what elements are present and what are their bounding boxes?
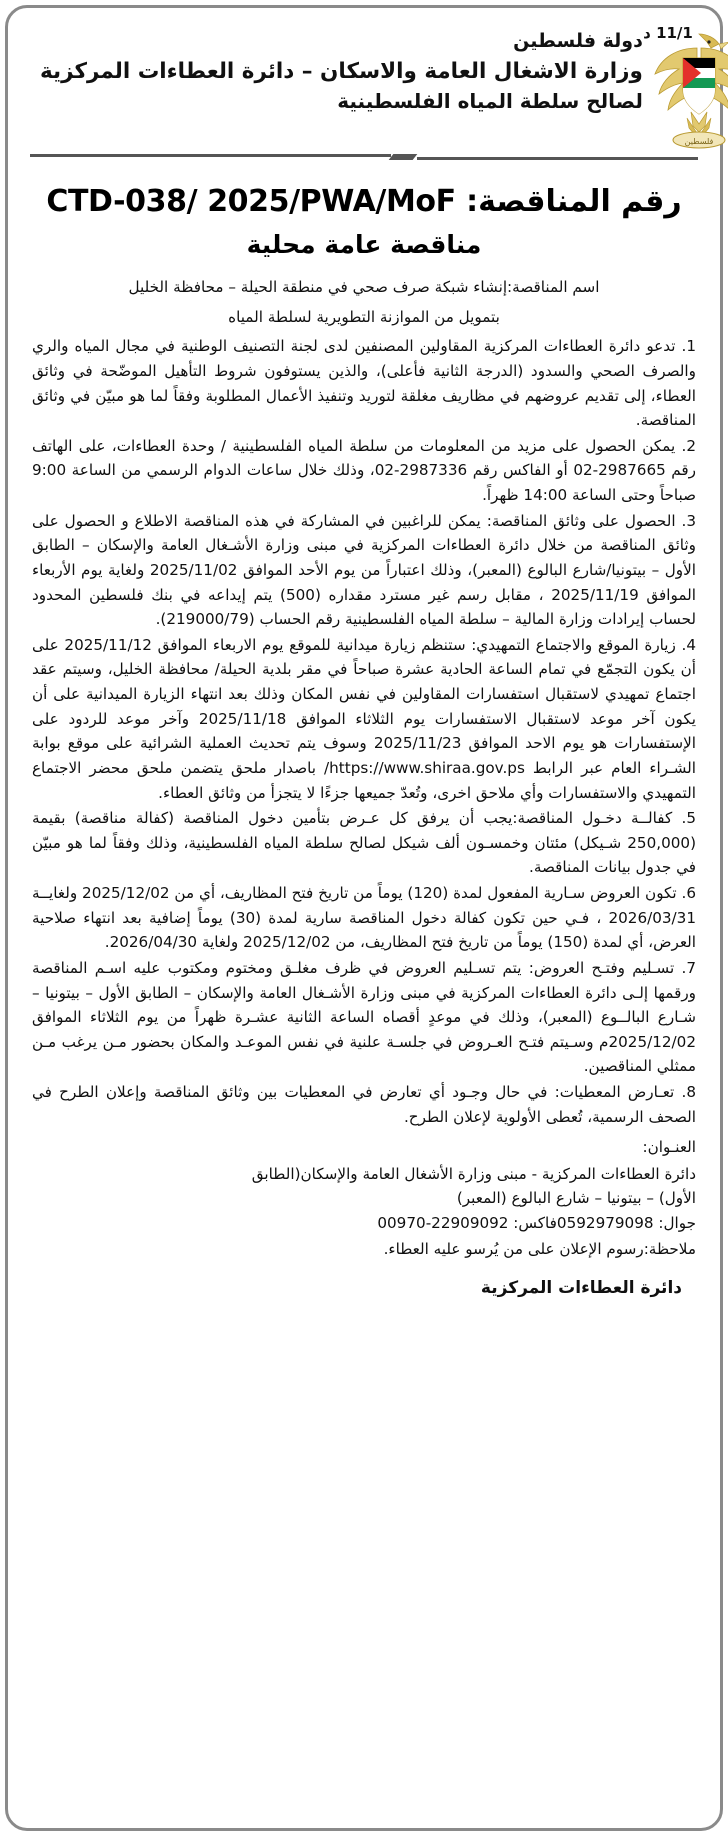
address-line-1: دائرة العطاءات المركزية - مبنى وزارة الأشغال العامة والإسكان(الطابق [251, 1164, 696, 1183]
beneficiary-name: لصالح سلطة المياه الفلسطينية [337, 88, 643, 113]
document-body [28, 275, 700, 1303]
clause-2: 2. يمكن الحصول على مزيد من المعلومات من سلطة المياه الفلسطينية / وحدة العطاءات، على الهاتف رقم 2987665-02 أو الفاكس رقم 2987336-02، وذلك خلال ساعات الدوام الرسمي من الساعة 9:00 صباحاً وحتى الساعة 14:00 ظهراً. [32, 436, 696, 504]
header-divider [30, 154, 698, 164]
emblem-area [643, 20, 728, 152]
ministry-name: وزارة الاشغال العامة والاسكان – دائرة العطاءات المركزية [40, 58, 643, 84]
address-line-2: الأول) – بيتونيا – شارع البالوع (المعبر) [456, 1189, 696, 1208]
address-block [32, 1162, 696, 1235]
clause-1: 1. تدعو دائرة العطاءات المركزية المقاولين المصنفين لدى لجنة التصنيف الوطنية في مجال المياه والري والصرف الصحي والسدود (الدرجة الثانية فأعلى)، والذين يستوفون شروط التأهيل الموضّحة في وثائق العطاء، إلى تقديم عروضهم في مظاريف مغلقة لتوريد وتنفيذ الأعمال المطلوبة وفقاً لما هو مبيّن في وثائق المناقصة. [32, 337, 696, 430]
document-header [28, 14, 714, 152]
tender-name-line-1: اسم المناقصة:إنشاء شبكة صرف صحي في منطقة الحيلة – محافظة الخليل [128, 278, 600, 296]
header-text-block [34, 20, 643, 116]
tender-name-line-2: بتمويل من الموازنة التطويرية لسلطة المياه [228, 307, 500, 326]
issuing-department-signature: دائرة العطاءات المركزية [480, 1278, 682, 1299]
address-contacts: جوال: 0592979098فاكس: 22909092-00970 [377, 1213, 696, 1232]
clause-4: 4. زيارة الموقع والاجتماع التمهيدي: ستنظم زيارة ميدانية للموقع يوم الاربعاء الموافق 2025/11/12 على أن يكون التجمّع في تمام الساعة الحادية عشرة صباحاً في مقر بلدية الحيلة/ محافظة الخليل، وسيتم عقد اجتماع تمهيدي لاستقبال استفسارات المقاولين في نفس المكان وذلك بعد انتهاء الزيارة الميدانية على أن يكون آخر موعد لاستقبال الاستفسارات يوم الثلاثاء الموافق 2025/11/18 وآخر موعد للردود على الإستفسارات هو يوم الاحد الموافق 2025/11/23 وسوف يتم تحديث العملية الشرائية على موقع بوابة الشـراء العام عبر الرابط https://www.shiraa.gov.ps/ باصدار ملحق يتضمن ملحق محضر الاجتماع التمهيدي والاستفسارات وأي ملاحق اخرى، وتُعدّ جميعها جزءًا لا يتجزأ من وثائق العطاء. [32, 635, 697, 802]
clause-5: 5. كفالــة دخـول المناقصة:يجب أن يرفق كل عـرض بتأمين دخول المناقصة (كفالة مناقصة) بقيمة (250,000 شـيكل) مئتان وخمسـون ألف شيكل لصالح سلطة المياه الفلسطينية، وذلك وفقاً لما هو مبيّن في جدول بيانات المناقصة. [32, 809, 696, 877]
state-name: دولة فلسطين [513, 30, 643, 52]
advertising-fee-note: ملاحظة:رسوم الإعلان على من يُرسو عليه العطاء. [383, 1239, 696, 1258]
corner-reference-code: 11/1 د [643, 24, 693, 42]
clause-7: 7. تسـليم وفتـح العروض: يتم تسـليم العروض في ظرف مغلـق ومختوم ومكتوب عليه اسـم المناقصة ورقمها إلـى دائرة العطاءات المركزية في مبنى وزارة الأشـغال العامة والإسكان – الطابق الأول – بيتونيا – شـارع البالــوع (المعبر)، وذلك في موعدٍ أقصاه الساعة الثانية عشـرة ظهراً من يوم الثلاثاء الموافق 2025/12/02م وسـيتم فتـح العـروض في جلسـة علنية في نفس الموعـد والمكان بحضور مـن يرغب مـن ممثلي المناقصين. [32, 958, 696, 1076]
palestine-eagle-emblem-icon [647, 28, 728, 152]
clause-6: 6. تكون العروض سـارية المفعول لمدة (120) يوماً من تاريخ فتح المظاريف، أي من 2025/12/02 ولغايــة 2026/03/31 ، فـي حين تكون كفالة دخول المناقصة سارية لمدة (30) يوماً إضافية بعد انتهاء صلاحية العرض، أي لمدة (150) يوماً من تاريخ فتح المظاريف، من 2025/12/02 ولغاية 2026/04/30. [32, 884, 697, 952]
svg-text:فلسطين: فلسطين [684, 137, 714, 146]
clause-8: 8. تعـارض المعطيات: في حال وجـود أي تعارض في المعطيات بين وثائق المناقصة وإعلان الطرح في الصحف الرسمية، تُعطى الأولوية لإعلان الطرح. [32, 1083, 696, 1126]
page-title: رقم المناقصة: CTD-038/ 2025/PWA/MoF [46, 184, 682, 219]
tender-type-subtitle: مناقصة عامة محلية [246, 230, 482, 259]
address-label: العنـوان: [642, 1138, 696, 1157]
clause-3: 3. الحصول على وثائق المناقصة: يمكن للراغبين في المشاركة في هذه المناقصة الاطلاع و الحصول على وثائق المناقصة من خلال دائرة العطاءات المركزية في مبنى وزارة الأشـغال العامة والإسكان – الطابق الأول – بيتونيا/شارع البالوع (المعبر)، وذلك اعتباراً من يوم الأحد الموافق 2025/11/02 ولغاية يوم الأربعاء الموافق 2025/11/19 ، مقابل رسم غير مسترد مقداره (500) يتم إيداعه في بنك فلسطين المحدود لحساب إيرادات وزارة المالية – سلطة المياه الفلسطينية رقم الحساب (219000/79). [32, 511, 697, 629]
